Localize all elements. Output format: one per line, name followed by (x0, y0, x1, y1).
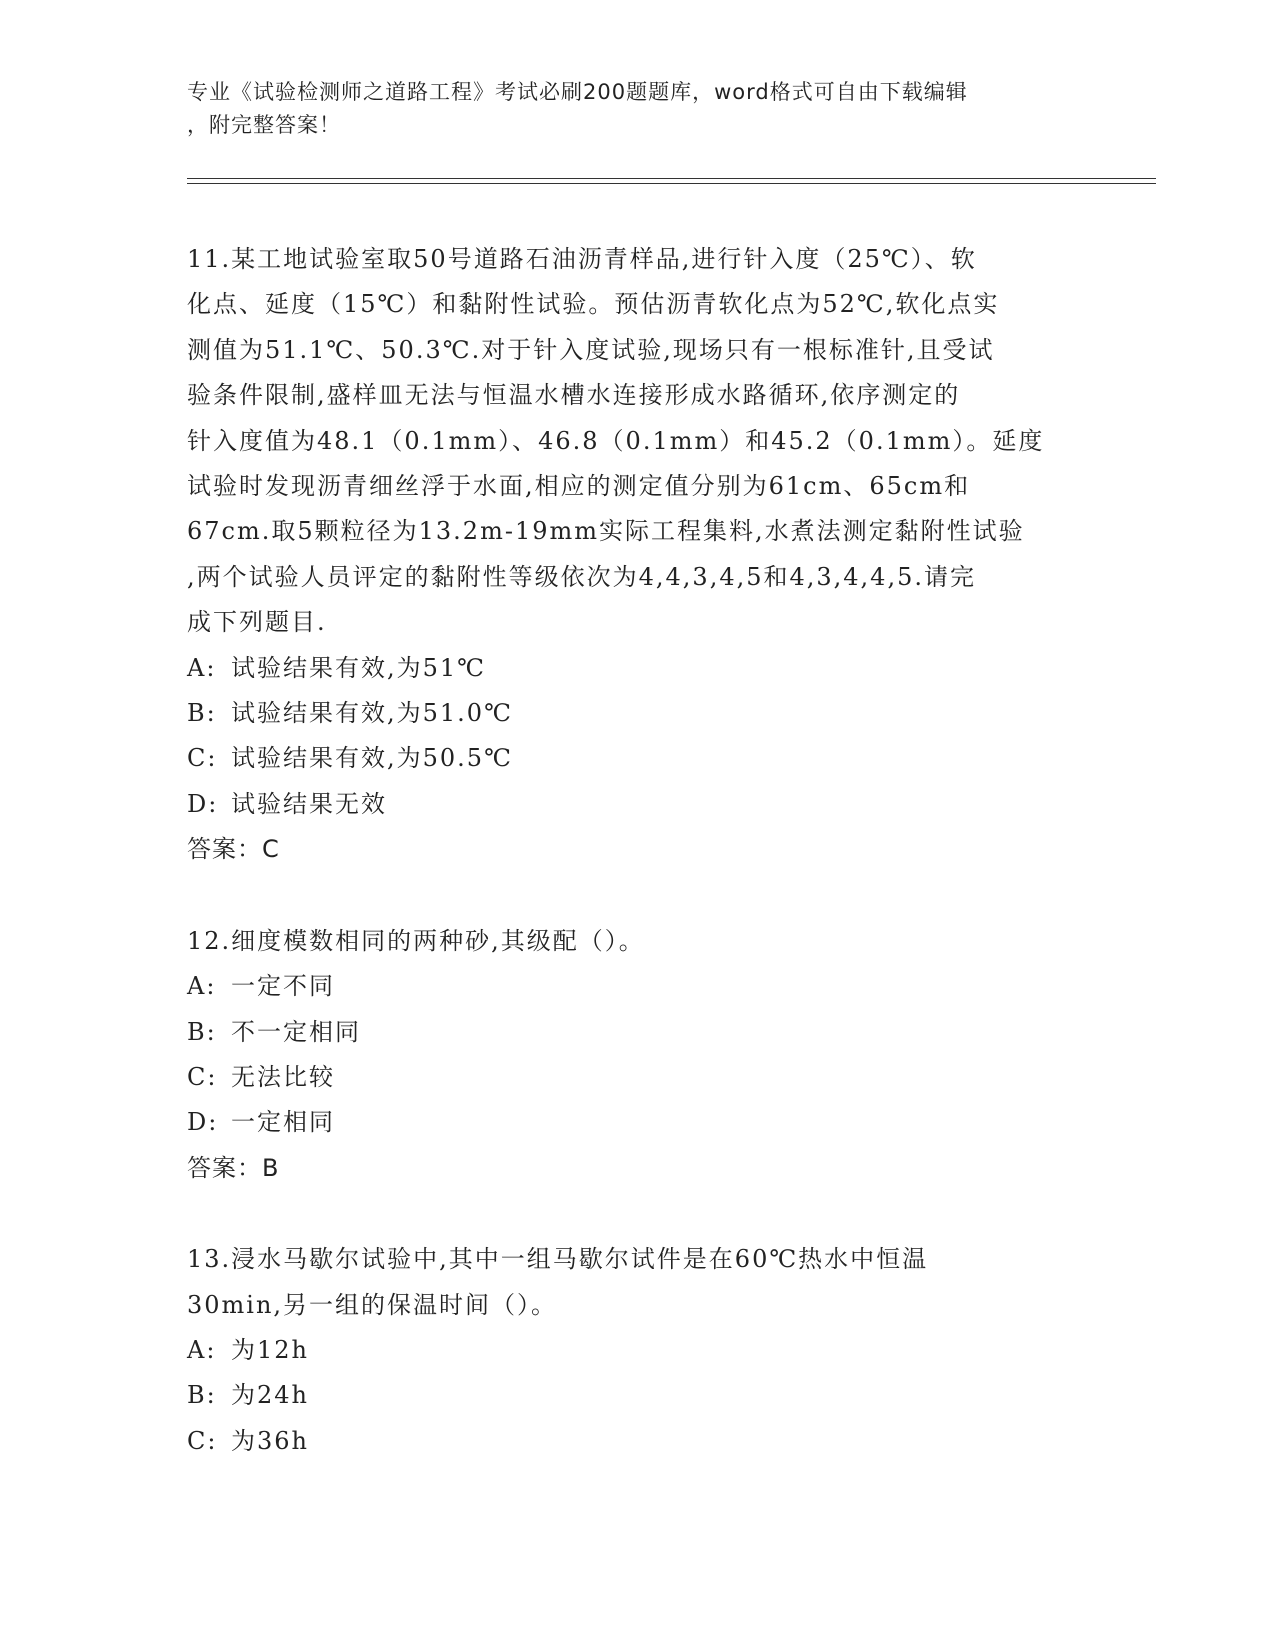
option-key: A: (187, 972, 217, 1001)
question-stem-line: 针入度值为48.1（0.1mm）、46.8（0.1mm）和45.2（0.1mm）。延度 (187, 426, 1045, 455)
option-text: 为12h (231, 1335, 309, 1364)
question-11 (187, 237, 1087, 873)
question-12 (187, 919, 1087, 1191)
question-stem-line: 试验时发现沥青细丝浮于水面,相应的测定值分别为61cm、65cm和 (187, 472, 971, 501)
question-stem-line: 化点、延度（15℃）和黏附性试验。预估沥青软化点为52℃,软化点实 (187, 290, 1000, 319)
option-key: C: (187, 744, 218, 773)
option-text: 为36h (231, 1426, 309, 1455)
option-text: 试验结果有效,为51℃ (231, 653, 487, 682)
question-13 (187, 1237, 1087, 1464)
option-key: B: (187, 699, 217, 728)
option-d (187, 1100, 1087, 1145)
question-stem-line: 67cm.取5颗粒径为13.2m-19mm实际工程集料,水煮法测定黏附性试验 (187, 517, 1025, 546)
header-title-line-2: ，附完整答案！ (187, 113, 341, 137)
option-key: D: (187, 1108, 219, 1137)
option-text: 试验结果有效,为51.0℃ (231, 699, 513, 728)
option-text: 为24h (231, 1381, 309, 1410)
option-b (187, 1373, 1087, 1418)
option-a (187, 1328, 1087, 1373)
option-c (187, 1055, 1087, 1100)
question-stem-line: 13.浸水马歇尔试验中,其中一组马歇尔试件是在60℃热水中恒温 (187, 1245, 929, 1274)
option-text: 不一定相同 (231, 1017, 361, 1046)
option-a (187, 646, 1087, 691)
option-key: A: (187, 653, 217, 682)
option-key: D: (187, 789, 219, 818)
header-title-line-1: 专业《试验检测师之道路工程》考试必刷200题题库，word格式可自由下载编辑 (187, 80, 968, 104)
option-b (187, 691, 1087, 736)
option-text: 一定不同 (231, 972, 335, 1001)
question-12-stem (187, 919, 1077, 964)
option-key: A: (187, 1335, 217, 1364)
question-stem-line: 验条件限制,盛样皿无法与恒温水槽水连接形成水路循环,依序测定的 (187, 381, 961, 410)
question-11-stem (187, 237, 1077, 646)
option-a (187, 964, 1087, 1009)
question-list (187, 237, 1087, 1464)
option-b (187, 1010, 1087, 1055)
answer-12: 答案：B (187, 1153, 280, 1182)
question-stem-line: 30min,另一组的保温时间（）。 (187, 1290, 558, 1319)
option-key: C: (187, 1426, 218, 1455)
answer-11: 答案：C (187, 835, 280, 864)
question-stem-line: 成下列题目. (187, 608, 327, 637)
question-stem-line: 测值为51.1℃、50.3℃.对于针入度试验,现场只有一根标准针,且受试 (187, 335, 995, 364)
page-header (187, 76, 1087, 142)
option-key: B: (187, 1017, 217, 1046)
option-key: B: (187, 1381, 217, 1410)
question-stem-line: ,两个试验人员评定的黏附性等级依次为4,4,3,4,5和4,3,4,4,5.请完 (187, 562, 976, 591)
option-text: 一定相同 (231, 1108, 335, 1137)
option-c (187, 1419, 1087, 1464)
option-text: 无法比较 (231, 1062, 335, 1091)
option-c (187, 736, 1087, 781)
option-key: C: (187, 1062, 218, 1091)
option-text: 试验结果有效,为50.5℃ (231, 744, 513, 773)
question-13-stem (187, 1237, 1077, 1328)
header-divider-bottom (187, 183, 1156, 184)
header-divider-top (187, 178, 1156, 179)
option-d (187, 782, 1087, 827)
question-stem-line: 12.细度模数相同的两种砂,其级配（）。 (187, 926, 645, 955)
option-text: 试验结果无效 (231, 789, 387, 818)
question-stem-line: 11.某工地试验室取50号道路石油沥青样品,进行针入度（25℃）、软 (187, 245, 977, 273)
